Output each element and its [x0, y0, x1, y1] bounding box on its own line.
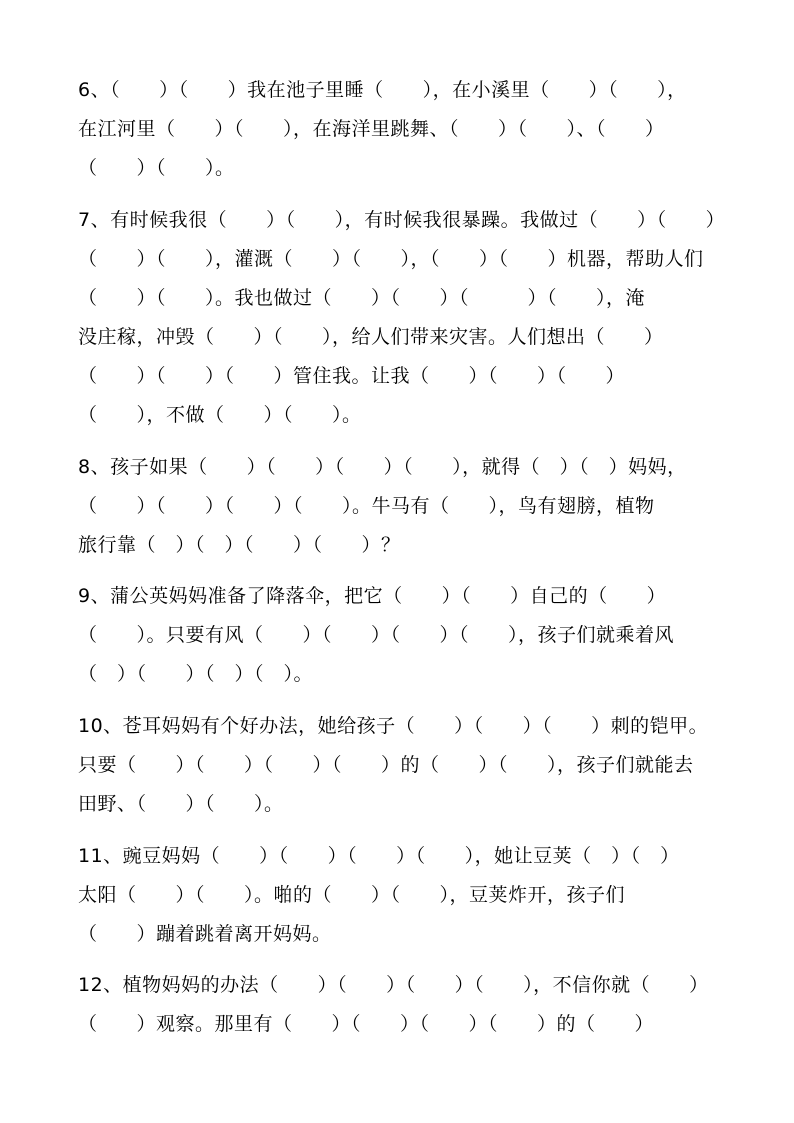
- question-12-line-2: （ ）观察。那里有（ ）（ ）（ ）（ ）的（ ）: [78, 1013, 655, 1035]
- question-7-line-6: （ ），不做（ ）（ ）。: [78, 404, 362, 426]
- question-8-line-2: （ ）（ ）（ ）（ ）。牛马有（ ），鸟有翅膀，植物: [78, 495, 655, 517]
- question-10-line-1: 10、苍耳妈妈有个好办法，她给孩子（ ）（ ）（ ）刺的铠甲。: [78, 715, 709, 737]
- question-10-line-2: 只要（ ）（ ）（ ）（ ）的（ ）（ ），孩子们就能去: [78, 754, 694, 776]
- question-7-line-4: 没庄稼，冲毁（ ）（ ），给人们带来灾害。人们想出（ ）: [78, 326, 664, 348]
- question-7-line-5: （ ）（ ）（ ）管住我。让我（ ）（ ）（ ）: [78, 365, 626, 387]
- question-11-line-2: 太阳（ ）（ ）。啪的（ ）（ ），豆荚炸开，孩子们: [78, 884, 626, 906]
- question-9-line-1: 9、蒲公英妈妈准备了降落伞，把它（ ）（ ）自己的（ ）: [78, 585, 667, 607]
- question-9-line-3: （ ）（ ）（ ）（ ）。: [78, 663, 314, 685]
- question-8-line-1: 8、孩子如果（ ）（ ）（ ）（ ），就得（ ）（ ）妈妈，: [78, 456, 687, 478]
- question-8-line-3: 旅行靠（ ）（ ）（ ）（ ）？: [78, 534, 401, 556]
- question-12-line-1: 12、植物妈妈的办法（ ）（ ）（ ）（ ），不信你就（ ）: [78, 974, 709, 996]
- question-6-line-1: 6、（ ）（ ）我在池子里睡（ ），在小溪里（ ）（ ），: [78, 79, 687, 101]
- question-7-line-2: （ ）（ ），灌溉（ ）（ ），（ ）（ ）机器，帮助人们: [78, 248, 704, 270]
- question-7-line-3: （ ）（ ）。我也做过（ ）（ ）（ ）（ ），淹: [78, 287, 646, 309]
- question-11-line-3: （ ）蹦着跳着离开妈妈。: [78, 923, 332, 945]
- question-7-line-1: 7、有时候我很（ ）（ ），有时候我很暴躁。我做过（ ）（ ）: [78, 209, 726, 231]
- question-11-line-1: 11、豌豆妈妈（ ）（ ）（ ）（ ），她让豆荚（ ）（ ）: [78, 845, 680, 867]
- question-6-line-3: （ ）（ ）。: [78, 157, 235, 179]
- question-9-line-2: （ ）。只要有风（ ）（ ）（ ）（ ），孩子们就乘着风: [78, 624, 675, 646]
- question-6-line-2: 在江河里（ ）（ ），在海洋里跳舞、（ ）（ ）、（ ）: [78, 118, 665, 140]
- question-10-line-3: 田野、（ ）（ ）。: [78, 793, 284, 815]
